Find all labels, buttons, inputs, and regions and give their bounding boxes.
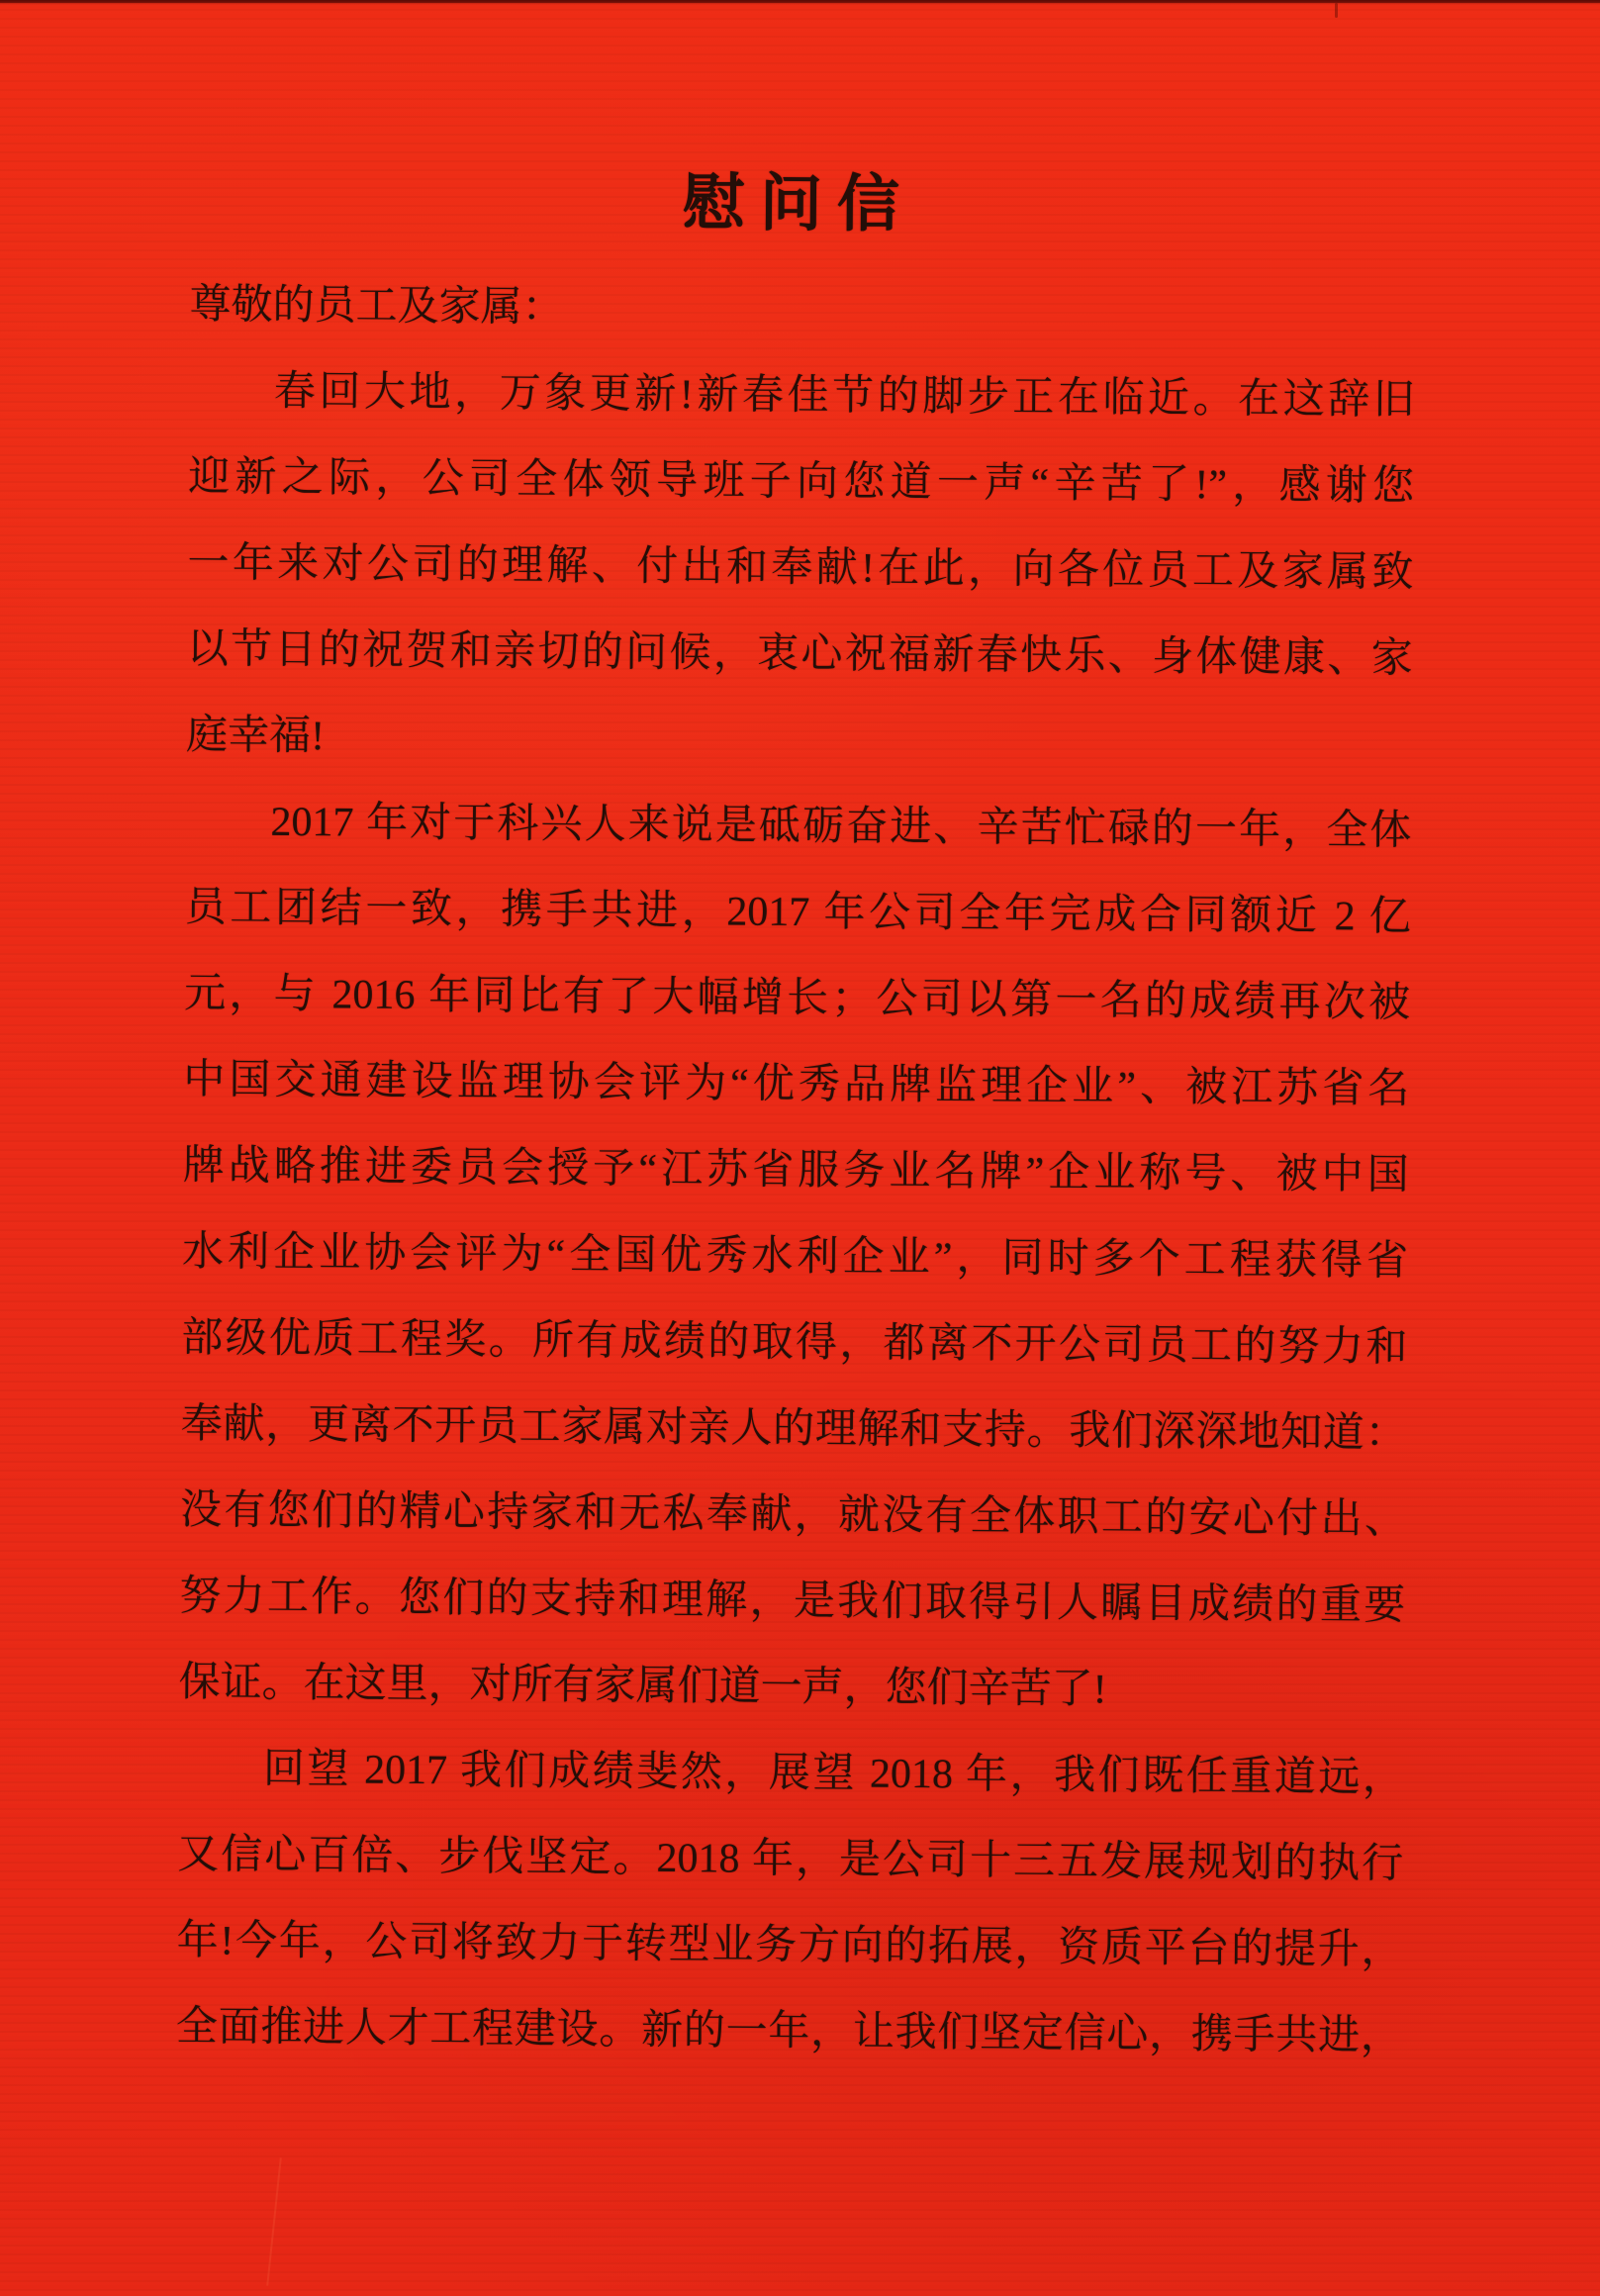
text-line: 一年来对公司的理解、付出和奉献!在此，向各位员工及家属致 xyxy=(187,540,1414,597)
text-line: 元，与 2016 年同比有了大幅增长；公司以第一名的成绩再次被 xyxy=(183,971,1411,1027)
text-line: 以节日的祝贺和亲切的问候，衷心祝福新春快乐、身体健康、家 xyxy=(186,626,1413,683)
paragraph xyxy=(176,1727,1405,2081)
letter-salutation: 尊敬的员工及家属： xyxy=(189,282,564,332)
text-line: 春回大地，万象更新!新春佳节的脚步正在临近。在这辞旧 xyxy=(273,369,1416,425)
text-line: 保证。在这里，对所有家属们道一声，您们辛苦了! xyxy=(178,1660,1107,1713)
text-line: 又信心百倍、步伐坚定。2018 年，是公司十三五发展规划的执行 xyxy=(177,1832,1404,1888)
text-line: 2017 年对于科兴人来说是砥砺奋进、辛苦忙碌的一年，全体 xyxy=(270,800,1412,855)
paper-crease xyxy=(266,2157,282,2285)
paragraph xyxy=(186,349,1415,790)
text-line: 年!今年，公司将致力于转型业务方向的拓展，资质平台的提升， xyxy=(176,1918,1403,1974)
letter-title: 慰问信 xyxy=(682,168,915,239)
text-line: 水利企业协会评为“全国优秀水利企业”，同时多个工程获得省 xyxy=(181,1229,1409,1286)
text-line: 没有您们的精心持家和无私奉献，就没有全体职工的安心付出、 xyxy=(179,1487,1407,1544)
paragraph xyxy=(178,780,1411,1737)
text-line: 奉献，更离不开员工家属对亲人的理解和支持。我们深深地知道： xyxy=(180,1401,1407,1458)
text-line: 庭幸福! xyxy=(185,713,326,760)
text-line: 努力工作。您们的支持和理解，是我们取得引人瞩目成绩的重要 xyxy=(179,1574,1406,1630)
text-line: 回望 2017 我们成绩斐然，展望 2018 年，我们既任重道远， xyxy=(262,1747,1405,1802)
text-line: 迎新之际，公司全体领导班子向您道一声“辛苦了!”，感谢您 xyxy=(188,454,1415,511)
letter-body xyxy=(176,263,1416,2081)
text-line: 全面推进人才工程建设。新的一年，让我们坚定信心，携手共进， xyxy=(175,2004,1403,2060)
text-line: 牌战略推进委员会授予“江苏省服务业名牌”企业称号、被中国 xyxy=(182,1143,1409,1199)
text-line: 中国交通建设监理协会评为“优秀品牌监理企业”、被江苏省名 xyxy=(183,1057,1410,1113)
text-line: 部级优质工程奖。所有成绩的取得，都离不开公司员工的努力和 xyxy=(181,1315,1408,1372)
text-line: 员工团结一致，携手共进，2017 年公司全年完成合同额近 2 亿 xyxy=(184,885,1411,941)
